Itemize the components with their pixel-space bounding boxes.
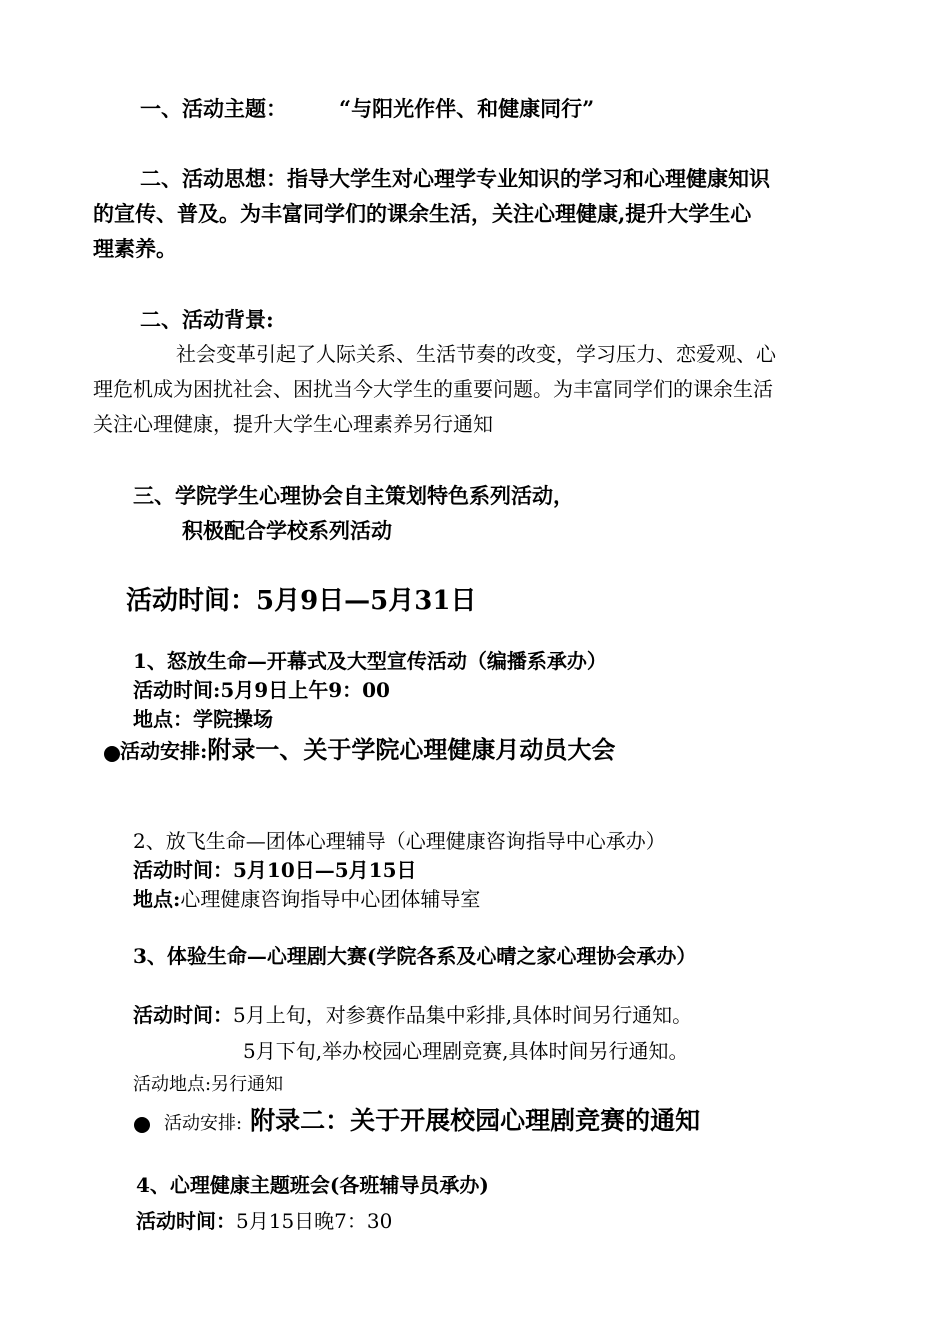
activity-1-arrangement xyxy=(104,735,616,764)
idea-line-2: 的宣传、普及。为丰富同学们的课余生活，关注心理健康,提升大学生心 xyxy=(93,201,752,226)
time-label: 活动时间： xyxy=(133,1003,233,1027)
arrangement-value: 附录二：关于开展校园心理剧竞赛的通知 xyxy=(250,1106,701,1135)
activity-2-title: 2、放飞生命—团体心理辅导（心理健康咨询指导中心承办） xyxy=(133,829,666,853)
place-label: 地点: xyxy=(133,887,181,911)
background-line-2: 理危机成为困扰社会、困扰当今大学生的重要问题。为丰富同学们的课余生活 xyxy=(93,377,773,401)
series-line-1: 三、学院学生心理协会自主策划特色系列活动， xyxy=(133,483,574,508)
time-label: 活动时间： xyxy=(136,1209,236,1233)
activity-4-time xyxy=(136,1211,392,1231)
activity-3-title: 3、体验生命—心理剧大赛(学院各系及心晴之家心理协会承办） xyxy=(133,944,697,968)
arrangement-value: 附录一、关于学院心理健康月动员大会 xyxy=(207,735,616,764)
activity-4-title: 4、心理健康主题班会(各班辅导员承办) xyxy=(136,1173,489,1197)
theme-value: “与阳光作伴、和健康同行” xyxy=(339,96,595,121)
series-line-2: 积极配合学校系列活动 xyxy=(182,518,392,543)
theme-label: 一、活动主题： xyxy=(140,96,287,121)
arrangement-label: 活动安排: xyxy=(164,1113,243,1134)
activity-1-place: 地点：学院操场 xyxy=(133,707,273,731)
time-value: 5月15日晚7：30 xyxy=(236,1209,393,1233)
activity-3-arrangement xyxy=(134,1108,700,1133)
activity-1-time: 活动时间:5月9日上午9：00 xyxy=(133,678,390,702)
background-line-3: 关注心理健康，提升大学生心理素养另行通知 xyxy=(93,412,493,436)
activity-3-place: 活动地点:另行通知 xyxy=(133,1074,284,1095)
activity-1-title: 1、怒放生命—开幕式及大型宣传活动（编播系承办） xyxy=(133,649,607,673)
activity-2-time: 活动时间：5月10日—5月15日 xyxy=(133,858,417,882)
place-value: 心理健康咨询指导中心团体辅导室 xyxy=(180,887,481,911)
activity-period: 活动时间：5月9日—5月31日 xyxy=(126,586,477,616)
bullet-icon xyxy=(134,1117,150,1133)
bullet-icon xyxy=(104,746,120,762)
idea-line-3: 理素养。 xyxy=(93,236,177,261)
background-heading: 二、活动背景: xyxy=(140,307,274,332)
time-value-1: 5月上旬，对参赛作品集中彩排,具体时间另行通知。 xyxy=(233,1003,693,1027)
activity-2-place xyxy=(133,889,480,909)
idea-line-1: 二、活动思想：指导大学生对心理学专业知识的学习和心理健康知识 xyxy=(140,166,770,191)
theme-line xyxy=(140,98,594,119)
activity-3-time-2: 5月下旬,举办校园心理剧竞赛,具体时间另行通知。 xyxy=(243,1039,689,1063)
background-line-1: 社会变革引起了人际关系、生活节奏的改变，学习压力、恋爱观、心 xyxy=(176,342,776,366)
activity-3-time-1 xyxy=(133,1005,692,1025)
arrangement-label: 活动安排: xyxy=(120,739,208,763)
